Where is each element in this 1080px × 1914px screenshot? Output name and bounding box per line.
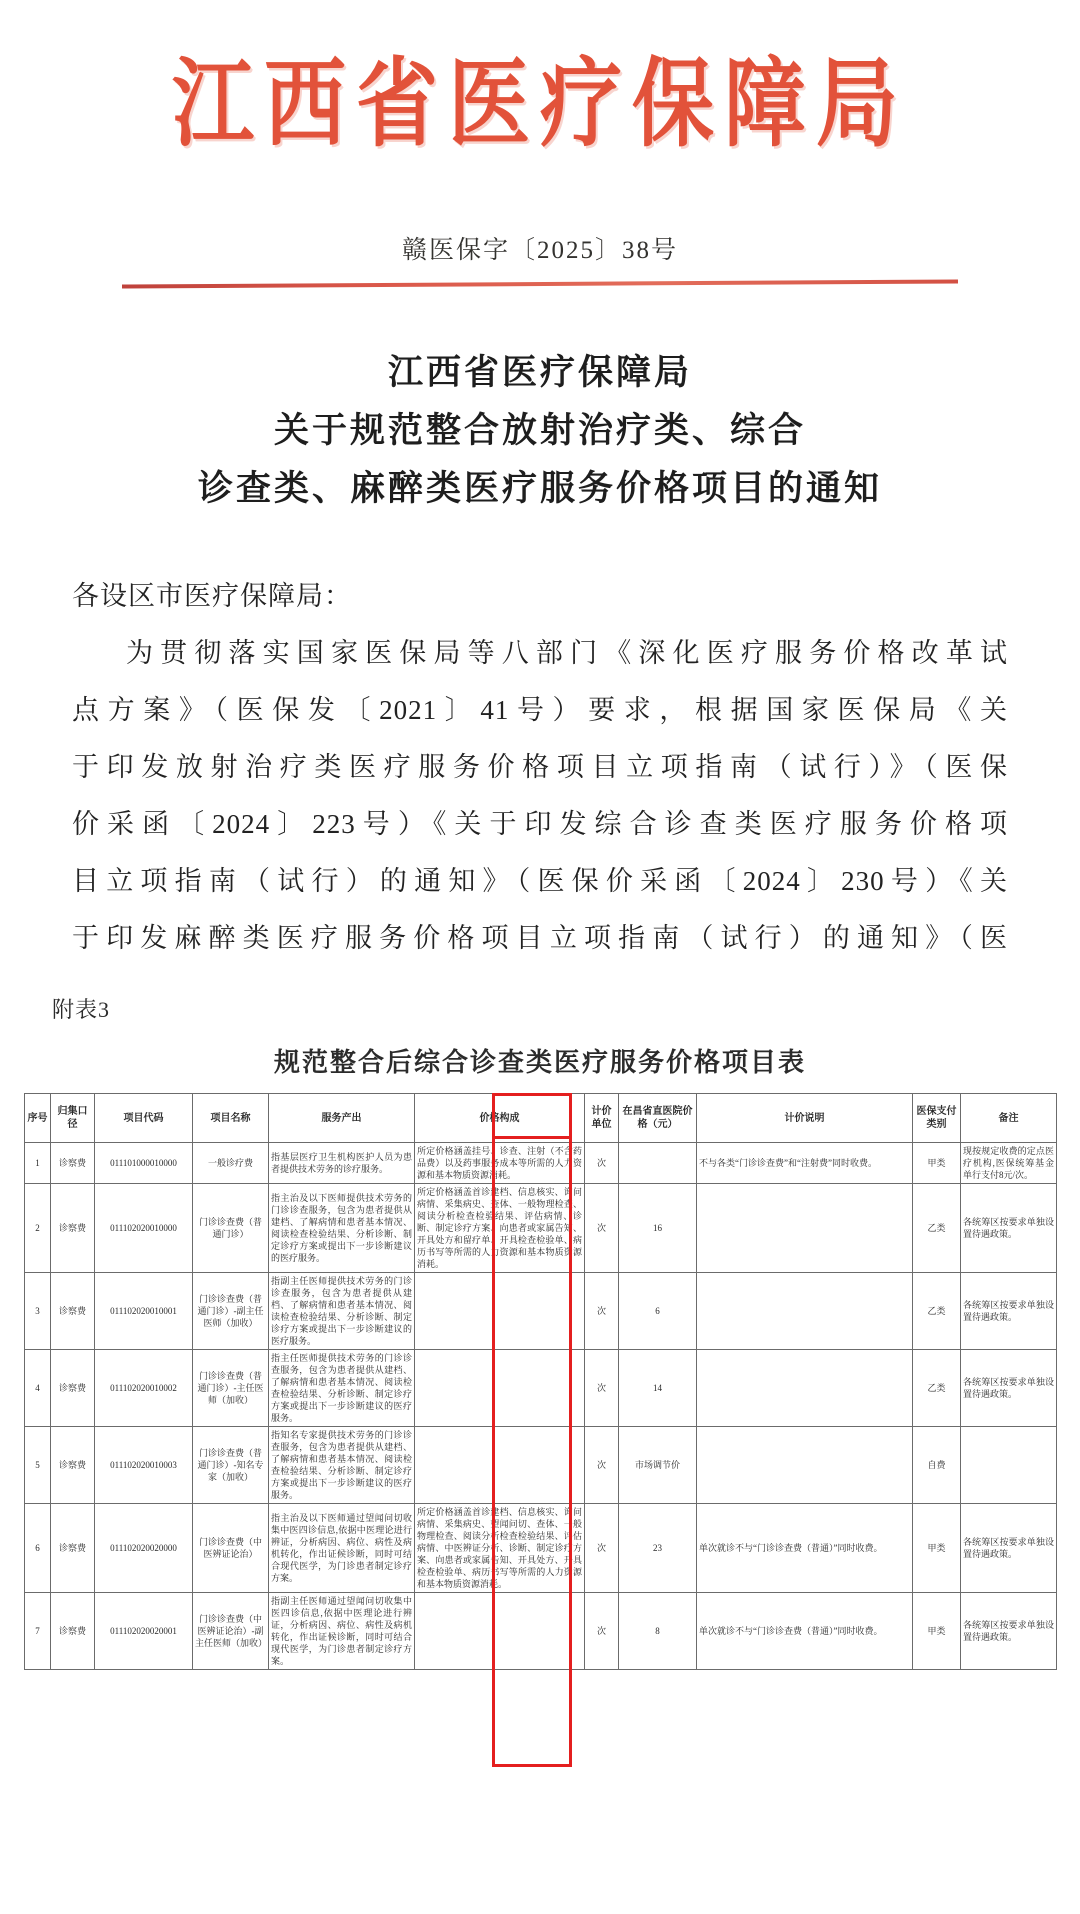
cell-name: 一般诊疗费	[193, 1143, 269, 1184]
document-title	[0, 344, 1080, 518]
table-row	[25, 1504, 1057, 1593]
document-title-line-3: 诊查类、麻醉类医疗服务价格项目的通知	[197, 469, 882, 508]
body-paragraph-line: 目立项指南（试行）的通知》（医保价采函〔2024〕230号）《关	[72, 866, 1008, 896]
cell-note	[697, 1184, 913, 1273]
cell-remark: 各统筹区按要求单独设置待遇政策。	[961, 1273, 1057, 1350]
cell-price: 市场调节价	[619, 1427, 697, 1504]
cell-code: 011102020010003	[95, 1427, 193, 1504]
column-header-code: 项目代码	[95, 1094, 193, 1143]
cell-scope: 诊察费	[51, 1184, 95, 1273]
cell-scope: 诊察费	[51, 1593, 95, 1670]
cell-price: 14	[619, 1350, 697, 1427]
column-header-name: 项目名称	[193, 1094, 269, 1143]
column-header-unit: 计价单位	[585, 1094, 619, 1143]
attachment-table-wrapper	[24, 1093, 1056, 1670]
cell-unit: 次	[585, 1350, 619, 1427]
cell-output: 指副主任医师通过望闻问切收集中医四诊信息,依据中医理论进行辨证，分析病因、病位、病性及病机转化，作出证候诊断，同时可结合现代医学，为门诊患者制定诊疗方案。	[269, 1593, 415, 1670]
table-row	[25, 1273, 1057, 1350]
document-body	[72, 568, 1008, 967]
cell-composition: 所定价格涵盖首诊建档、信息核实、询问病情、采集病史、查体、一般物理检查、阅读分析检查检验结果、评估病情、诊断、制定诊疗方案、向患者或家属告知、开具处方和留疗单、开具检查检验单、病历书写等所需的人力资源和基本物质资源消耗。	[415, 1184, 585, 1273]
cell-output: 指副主任医师提供技术劳务的门诊诊查服务，包含为患者提供从建档、了解病情和患者基本情况、阅读检查检验结果、分析诊断、制定诊疗方案或提出下一步诊断建议的医疗服务。	[269, 1273, 415, 1350]
column-header-category: 医保支付类别	[913, 1094, 961, 1143]
cell-composition	[415, 1427, 585, 1504]
cell-code: 011102020020001	[95, 1593, 193, 1670]
document-number: 赣医保字〔2025〕38号	[401, 237, 678, 264]
cell-code: 011102020010000	[95, 1184, 193, 1273]
attachment-label: 附表3	[52, 997, 111, 1022]
cell-output: 指主任医师提供技术劳务的门诊诊查服务，包含为患者提供从建档、了解病情和患者基本情况、阅读检查检验结果、分析诊断、制定诊疗方案或提出下一步诊断建议的医疗服务。	[269, 1350, 415, 1427]
cell-category: 甲类	[913, 1504, 961, 1593]
table-row	[25, 1143, 1057, 1184]
table-row	[25, 1427, 1057, 1504]
cell-output: 指主治及以下医师通过望闻问切收集中医四诊信息,依据中医理论进行辨证，分析病因、病位、病性及病机转化，作出证候诊断，同时可结合现代医学，为门诊患者制定诊疗方案。	[269, 1504, 415, 1593]
cell-remark	[961, 1427, 1057, 1504]
cell-price: 8	[619, 1593, 697, 1670]
table-row	[25, 1593, 1057, 1670]
body-paragraph-line: 点方案》（医保发〔2021〕41号）要求，根据国家医保局《关	[72, 695, 1008, 725]
cell-remark: 各统筹区按要求单独设置待遇政策。	[961, 1504, 1057, 1593]
attachment-table-title: 规范整合后综合诊查类医疗服务价格项目表	[273, 1048, 806, 1077]
body-paragraph-line: 为贯彻落实国家医保局等八部门《深化医疗服务价格改革试	[126, 638, 1008, 668]
body-salutation: 各设区市医疗保障局：	[72, 581, 352, 611]
cell-no: 4	[25, 1350, 51, 1427]
cell-remark: 各统筹区按要求单独设置待遇政策。	[961, 1184, 1057, 1273]
cell-note: 不与各类“门诊诊查费”和“注射费”同时收费。	[697, 1143, 913, 1184]
cell-category: 乙类	[913, 1273, 961, 1350]
cell-unit: 次	[585, 1273, 619, 1350]
cell-no: 2	[25, 1184, 51, 1273]
document-masthead	[0, 0, 1080, 182]
document-title-line-2: 关于规范整合放射治疗类、综合	[273, 411, 806, 450]
cell-output: 指主治及以下医师提供技术劳务的门诊诊查服务，包含为患者提供从建档、了解病情和患者基本情况、阅读检查检验结果、分析诊断、制定诊疗方案或提出下一步诊断建议的医疗服务。	[269, 1184, 415, 1273]
table-header-row	[25, 1094, 1057, 1143]
cell-price: 6	[619, 1273, 697, 1350]
cell-no: 6	[25, 1504, 51, 1593]
cell-note: 单次就诊不与“门诊诊查费（普通）”同时收费。	[697, 1504, 913, 1593]
cell-price: 16	[619, 1184, 697, 1273]
price-items-table-body	[25, 1143, 1057, 1670]
column-header-scope: 归集口径	[51, 1094, 95, 1143]
cell-no: 5	[25, 1427, 51, 1504]
cell-price	[619, 1143, 697, 1184]
cell-note	[697, 1427, 913, 1504]
body-paragraph-line: 于印发麻醉类医疗服务价格项目立项指南（试行）的通知》（医	[72, 923, 1008, 953]
cell-unit: 次	[585, 1504, 619, 1593]
cell-unit: 次	[585, 1593, 619, 1670]
column-header-note: 计价说明	[697, 1094, 913, 1143]
cell-category: 甲类	[913, 1593, 961, 1670]
cell-output: 指基层医疗卫生机构医护人员为患者提供技术劳务的诊疗服务。	[269, 1143, 415, 1184]
column-header-no: 序号	[25, 1094, 51, 1143]
cell-name: 门诊诊查费（普通门诊）-知名专家（加收）	[193, 1427, 269, 1504]
cell-no: 1	[25, 1143, 51, 1184]
cell-composition: 所定价格涵盖首诊建档、信息核实、询问病情、采集病史、望闻问切、查体、一般物理检查、阅读分析检查检验结果、评估病情、中医辨证分析、诊断、制定诊疗方案、向患者或家属告知、开具处方、开具检查检验单、病历书写等所需的人力资源和基本物质资源消耗。	[415, 1504, 585, 1593]
cell-scope: 诊察费	[51, 1273, 95, 1350]
cell-note	[697, 1350, 913, 1427]
cell-code: 011101000010000	[95, 1143, 193, 1184]
cell-scope: 诊察费	[51, 1143, 95, 1184]
cell-name: 门诊诊查费（普通门诊）-副主任医师（加收）	[193, 1273, 269, 1350]
cell-unit: 次	[585, 1184, 619, 1273]
table-row	[25, 1184, 1057, 1273]
cell-note	[697, 1273, 913, 1350]
cell-no: 3	[25, 1273, 51, 1350]
cell-name: 门诊诊查费（普通门诊）	[193, 1184, 269, 1273]
body-paragraph-line: 于印发放射治疗类医疗服务价格项目立项指南（试行）》（医保	[72, 752, 1008, 782]
cell-scope: 诊察费	[51, 1350, 95, 1427]
cell-category: 甲类	[913, 1143, 961, 1184]
cell-composition	[415, 1273, 585, 1350]
cell-code: 011102020020000	[95, 1504, 193, 1593]
cell-code: 011102020010002	[95, 1350, 193, 1427]
cell-remark: 现按规定收费的定点医疗机构,医保统筹基金单行支付8元/次。	[961, 1143, 1057, 1184]
cell-name: 门诊诊查费（中医辨证论治）	[193, 1504, 269, 1593]
cell-category: 乙类	[913, 1184, 961, 1273]
cell-category: 自费	[913, 1427, 961, 1504]
cell-composition	[415, 1350, 585, 1427]
cell-output: 指知名专家提供技术劳务的门诊诊查服务，包含为患者提供从建档、了解病情和患者基本情况、阅读检查检验结果、分析诊断、制定诊疗方案或提出下一步诊断建议的医疗服务。	[269, 1427, 415, 1504]
column-header-output: 服务产出	[269, 1094, 415, 1143]
cell-price: 23	[619, 1504, 697, 1593]
table-row	[25, 1350, 1057, 1427]
cell-note: 单次就诊不与“门诊诊查费（普通）”同时收费。	[697, 1593, 913, 1670]
price-items-table	[24, 1093, 1057, 1670]
cell-name: 门诊诊查费（普通门诊）-主任医师（加收）	[193, 1350, 269, 1427]
issuing-organization-title: 江西省医疗保障局	[171, 47, 908, 161]
cell-unit: 次	[585, 1427, 619, 1504]
cell-scope: 诊察费	[51, 1504, 95, 1593]
column-header-composition: 价格构成	[415, 1094, 585, 1143]
cell-remark: 各统筹区按要求单独设置待遇政策。	[961, 1350, 1057, 1427]
cell-composition: 所定价格涵盖挂号、诊查、注射（不含药品费）以及药事服务成本等所需的人力资源和基本物质资源消耗。	[415, 1143, 585, 1184]
cell-remark: 各统筹区按要求单独设置待遇政策。	[961, 1593, 1057, 1670]
document-title-line-1: 江西省医疗保障局	[387, 353, 692, 392]
cell-category: 乙类	[913, 1350, 961, 1427]
cell-no: 7	[25, 1593, 51, 1670]
cell-name: 门诊诊查费（中医辨证论治）-副主任医师（加收）	[193, 1593, 269, 1670]
red-separator-rule	[122, 279, 958, 288]
cell-code: 011102020010001	[95, 1273, 193, 1350]
column-header-remark: 备注	[961, 1094, 1057, 1143]
cell-composition	[415, 1593, 585, 1670]
cell-unit: 次	[585, 1143, 619, 1184]
cell-scope: 诊察费	[51, 1427, 95, 1504]
column-header-price: 在昌省直医院价格（元）	[619, 1094, 697, 1143]
body-paragraph-line: 价采函〔2024〕223号）《关于印发综合诊查类医疗服务价格项	[72, 809, 1008, 839]
